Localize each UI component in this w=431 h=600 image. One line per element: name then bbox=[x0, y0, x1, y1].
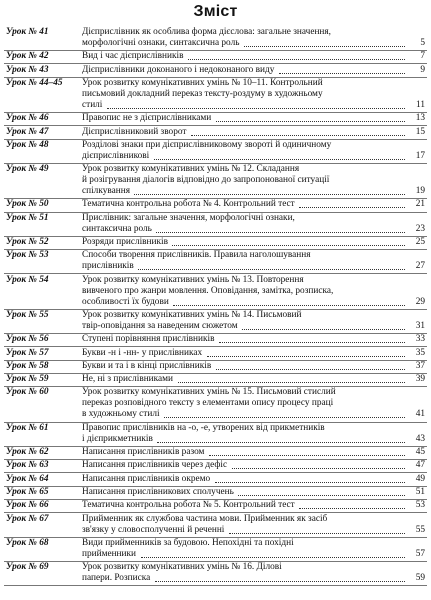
lesson-topic-line: твір-оповідання за наведеним сюжетом bbox=[82, 320, 238, 331]
lesson-number: Урок № 58 bbox=[6, 360, 49, 371]
lesson-topic-line: Написання прислівникових сполучень bbox=[82, 486, 234, 497]
lesson-topic bbox=[82, 447, 390, 458]
page-number: 47 bbox=[415, 460, 425, 471]
leader-dots bbox=[164, 417, 405, 418]
page-number: 9 bbox=[420, 64, 425, 75]
page-number: 29 bbox=[415, 296, 425, 307]
page-number: 19 bbox=[415, 186, 425, 197]
lesson-number: Урок № 64 bbox=[6, 473, 49, 484]
lesson-topic-line: синтаксична роль bbox=[82, 223, 152, 234]
lesson-topic-line: морфологічні ознаки, синтаксична роль bbox=[82, 38, 240, 48]
toc-entry bbox=[0, 334, 431, 345]
lesson-topic bbox=[82, 387, 390, 420]
lesson-topic-line: Дієприслівник як особлива форма дієслова: загальне значення, bbox=[82, 27, 331, 37]
row-divider bbox=[4, 585, 427, 586]
lesson-topic-line: Урок розвитку комунікативних умінь № 15. Письмовий стислий bbox=[82, 387, 336, 398]
lesson-topic-line: Правопис не з дієприслівниками bbox=[82, 113, 212, 124]
toc-entry bbox=[0, 27, 431, 49]
lesson-number: Урок № 41 bbox=[6, 27, 49, 37]
toc-entry bbox=[0, 474, 431, 485]
lesson-topic bbox=[82, 199, 390, 210]
lesson-topic-line: Ступені порівняння прислівників bbox=[82, 334, 215, 345]
lesson-topic-line: переказ розповідного тексту з елементами опису процесу праці bbox=[82, 398, 334, 409]
page-number: 33 bbox=[415, 334, 425, 345]
leader-dots bbox=[216, 369, 405, 370]
toc-entry bbox=[0, 487, 431, 498]
lesson-topic-line: Розряди прислівників bbox=[82, 237, 168, 247]
lesson-topic bbox=[82, 348, 390, 359]
table-of-contents bbox=[0, 27, 431, 600]
lesson-topic bbox=[82, 113, 390, 124]
lesson-topic-line: вивченого про жанри мовлення. Оповідання, замітка, розписка, bbox=[82, 285, 334, 296]
lesson-topic bbox=[82, 275, 390, 308]
lesson-topic bbox=[82, 374, 390, 385]
lesson-topic-line: Тематична контрольна робота № 5. Контрольний тест bbox=[82, 500, 295, 511]
toc-entry bbox=[0, 348, 431, 359]
page-number: 21 bbox=[415, 199, 425, 210]
lesson-number: Урок № 52 bbox=[6, 237, 49, 247]
lesson-topic bbox=[82, 334, 390, 345]
page-number: 27 bbox=[415, 261, 425, 272]
page-title: Зміст bbox=[193, 3, 238, 20]
leader-dots bbox=[219, 342, 405, 343]
lesson-number: Урок № 69 bbox=[6, 562, 49, 573]
leader-dots bbox=[207, 356, 405, 357]
lesson-topic-line: письмовий докладний переказ тексту-роздуму в художньому bbox=[82, 88, 323, 99]
lesson-topic-line: Написання прислівників через дефіс bbox=[82, 460, 228, 471]
lesson-topic-line: спілкування bbox=[82, 186, 130, 197]
lesson-number: Урок № 54 bbox=[6, 274, 49, 285]
lesson-number: Урок № 62 bbox=[6, 447, 49, 457]
leader-dots bbox=[172, 245, 405, 246]
lesson-topic bbox=[82, 487, 390, 498]
page-number: 17 bbox=[415, 150, 425, 161]
lesson-topic-line: Урок розвитку комунікативних умінь № 10–11. Контрольний bbox=[82, 77, 323, 88]
lesson-number: Урок № 61 bbox=[6, 422, 49, 433]
lesson-topic-line: Тематична контрольна робота № 4. Контрольний тест bbox=[82, 199, 295, 210]
leader-dots bbox=[157, 442, 405, 443]
lesson-number: Урок № 56 bbox=[6, 334, 49, 345]
leader-dots bbox=[107, 108, 405, 109]
lesson-topic-line: в художньому стилі bbox=[82, 409, 160, 420]
lesson-topic bbox=[82, 127, 390, 138]
lesson-number: Урок № 65 bbox=[6, 486, 49, 497]
toc-entry bbox=[0, 237, 431, 248]
toc-entry bbox=[0, 562, 431, 584]
toc-entry bbox=[0, 374, 431, 385]
page-number: 41 bbox=[415, 409, 425, 420]
leader-dots bbox=[188, 59, 405, 60]
leader-dots bbox=[299, 508, 405, 509]
toc-entry bbox=[0, 199, 431, 210]
page-number: 57 bbox=[415, 548, 425, 559]
toc-entry bbox=[0, 460, 431, 471]
lesson-topic-line: прислівників bbox=[82, 261, 134, 272]
leader-dots bbox=[154, 159, 405, 160]
leader-dots bbox=[238, 495, 405, 496]
lesson-topic-line: Урок розвитку комунікативних умінь № 13. Повторення bbox=[82, 274, 304, 285]
lesson-topic-line: Дієприслівниковий зворот bbox=[82, 126, 187, 137]
leader-dots bbox=[134, 194, 405, 195]
lesson-topic-line: Написання прислівників разом bbox=[82, 447, 205, 457]
page-number: 25 bbox=[415, 237, 425, 247]
lesson-topic-line: Розділові знаки при дієприслівниковому звороті й одиничному bbox=[82, 139, 332, 150]
lesson-number: Урок № 59 bbox=[6, 374, 49, 385]
toc-entry bbox=[0, 500, 431, 511]
page-number: 7 bbox=[420, 51, 425, 62]
toc-entry bbox=[0, 65, 431, 76]
page-number: 53 bbox=[415, 500, 425, 511]
lesson-topic-line: і дієприкметників bbox=[82, 433, 153, 444]
lesson-number: Урок № 47 bbox=[6, 126, 49, 137]
leader-dots bbox=[141, 557, 405, 558]
page-number: 59 bbox=[415, 573, 425, 584]
lesson-topic-line: папери. Розписка bbox=[82, 573, 151, 584]
lesson-topic-line: Способи творення прислівників. Правила наголошування bbox=[82, 250, 311, 261]
lesson-number: Урок № 53 bbox=[6, 250, 49, 261]
lesson-topic bbox=[82, 65, 390, 76]
lesson-topic-line: Дієприслівники доконаного і недоконаного виду bbox=[82, 64, 275, 75]
lesson-number: Урок № 67 bbox=[6, 513, 49, 524]
lesson-number: Урок № 60 bbox=[6, 387, 49, 398]
leader-dots bbox=[216, 121, 405, 122]
lesson-topic bbox=[82, 237, 390, 248]
lesson-topic bbox=[82, 78, 390, 111]
toc-entry bbox=[0, 387, 431, 420]
page-number: 5 bbox=[420, 38, 425, 48]
lesson-number: Урок № 43 bbox=[6, 64, 49, 75]
lesson-topic bbox=[82, 51, 390, 62]
leader-dots bbox=[244, 46, 405, 47]
lesson-topic-line: Букви и та і в кінці прислівників bbox=[82, 360, 212, 371]
lesson-topic-line: прийменники bbox=[82, 548, 137, 559]
page-number: 15 bbox=[415, 126, 425, 137]
lesson-topic-line: особливості їх будови bbox=[82, 296, 169, 307]
lesson-topic bbox=[82, 361, 390, 372]
lesson-topic bbox=[82, 500, 390, 511]
toc-entry bbox=[0, 275, 431, 308]
lesson-topic bbox=[82, 460, 390, 471]
toc-entry bbox=[0, 250, 431, 272]
page-number: 35 bbox=[415, 347, 425, 358]
toc-entry bbox=[0, 538, 431, 560]
lesson-topic-line: зв'язку у словосполученні й реченні bbox=[82, 524, 225, 535]
page-number: 13 bbox=[415, 113, 425, 124]
leader-dots bbox=[299, 207, 405, 208]
page-number: 11 bbox=[416, 99, 425, 110]
page-number: 45 bbox=[415, 447, 425, 457]
lesson-topic-line: й розігрування діалогів відповідно до запропонованої ситуації bbox=[82, 175, 330, 186]
lesson-topic-line: Урок розвитку комунікативних умінь № 16. Ділові bbox=[82, 562, 282, 573]
toc-entry bbox=[0, 113, 431, 124]
toc-entry bbox=[0, 423, 431, 445]
lesson-number: Урок № 51 bbox=[6, 212, 49, 223]
toc-entry bbox=[0, 78, 431, 111]
lesson-number: Урок № 44–45 bbox=[6, 77, 63, 88]
leader-dots bbox=[191, 135, 405, 136]
toc-entry bbox=[0, 447, 431, 458]
lesson-number: Урок № 42 bbox=[6, 51, 49, 62]
page-number: 55 bbox=[415, 524, 425, 535]
lesson-topic-line: Написання прислівників окремо bbox=[82, 473, 211, 484]
lesson-number: Урок № 57 bbox=[6, 347, 49, 358]
leader-dots bbox=[215, 482, 405, 483]
lesson-number: Урок № 46 bbox=[6, 113, 49, 124]
lesson-topic-line: Види прийменників за будовою. Непохідні та похідні bbox=[82, 537, 294, 548]
page-number: 51 bbox=[415, 486, 425, 497]
leader-dots bbox=[138, 269, 405, 270]
lesson-number: Урок № 66 bbox=[6, 500, 49, 511]
lesson-topic-line: Урок розвитку комунікативних умінь № 14. Письмовий bbox=[82, 309, 302, 320]
toc-entry bbox=[0, 51, 431, 62]
leader-dots bbox=[279, 73, 405, 74]
page-number: 39 bbox=[415, 374, 425, 385]
page-number: 49 bbox=[415, 473, 425, 484]
toc-entry bbox=[0, 361, 431, 372]
lesson-number: Урок № 48 bbox=[6, 139, 49, 150]
leader-dots bbox=[155, 581, 405, 582]
lesson-topic-line: дієприслівникові bbox=[82, 150, 150, 161]
lesson-topic bbox=[82, 474, 390, 485]
leader-dots bbox=[232, 468, 405, 469]
toc-entry bbox=[0, 514, 431, 536]
lesson-topic-line: Правопис прислівників на -о, -е, утворених від прикметників bbox=[82, 422, 325, 433]
lesson-number: Урок № 49 bbox=[6, 164, 49, 175]
page-number: 31 bbox=[415, 320, 425, 331]
lesson-topic-line: Букви -н і -нн- у прислівниках bbox=[82, 347, 203, 358]
lesson-topic-line: стилі bbox=[82, 99, 103, 110]
toc-entry bbox=[0, 127, 431, 138]
page-number: 37 bbox=[415, 360, 425, 371]
leader-dots bbox=[242, 329, 405, 330]
leader-dots bbox=[178, 382, 405, 383]
leader-dots bbox=[156, 232, 405, 233]
lesson-topic-line: Прийменник як службова частина мови. Прийменник як засіб bbox=[82, 513, 328, 524]
lesson-number: Урок № 68 bbox=[6, 537, 49, 548]
leader-dots bbox=[229, 533, 405, 534]
lesson-topic-line: Прислівник: загальне значення, морфологічні ознаки, bbox=[82, 212, 295, 223]
leader-dots bbox=[209, 455, 405, 456]
lesson-topic bbox=[82, 164, 390, 197]
toc-entry bbox=[0, 140, 431, 162]
lesson-number: Урок № 50 bbox=[6, 199, 49, 210]
page-number: 23 bbox=[415, 223, 425, 234]
lesson-topic-line: Вид і час дієприслівників bbox=[82, 51, 184, 62]
toc-entry bbox=[0, 213, 431, 235]
lesson-topic-line: Урок розвитку комунікативних умінь № 12. Складання bbox=[82, 164, 300, 175]
lesson-number: Урок № 63 bbox=[6, 460, 49, 471]
lesson-number: Урок № 55 bbox=[6, 309, 49, 320]
toc-entry bbox=[0, 164, 431, 197]
toc-entry bbox=[0, 310, 431, 332]
leader-dots bbox=[173, 305, 405, 306]
lesson-topic-line: Не, ні з прислівниками bbox=[82, 374, 174, 385]
page-number: 43 bbox=[415, 433, 425, 444]
